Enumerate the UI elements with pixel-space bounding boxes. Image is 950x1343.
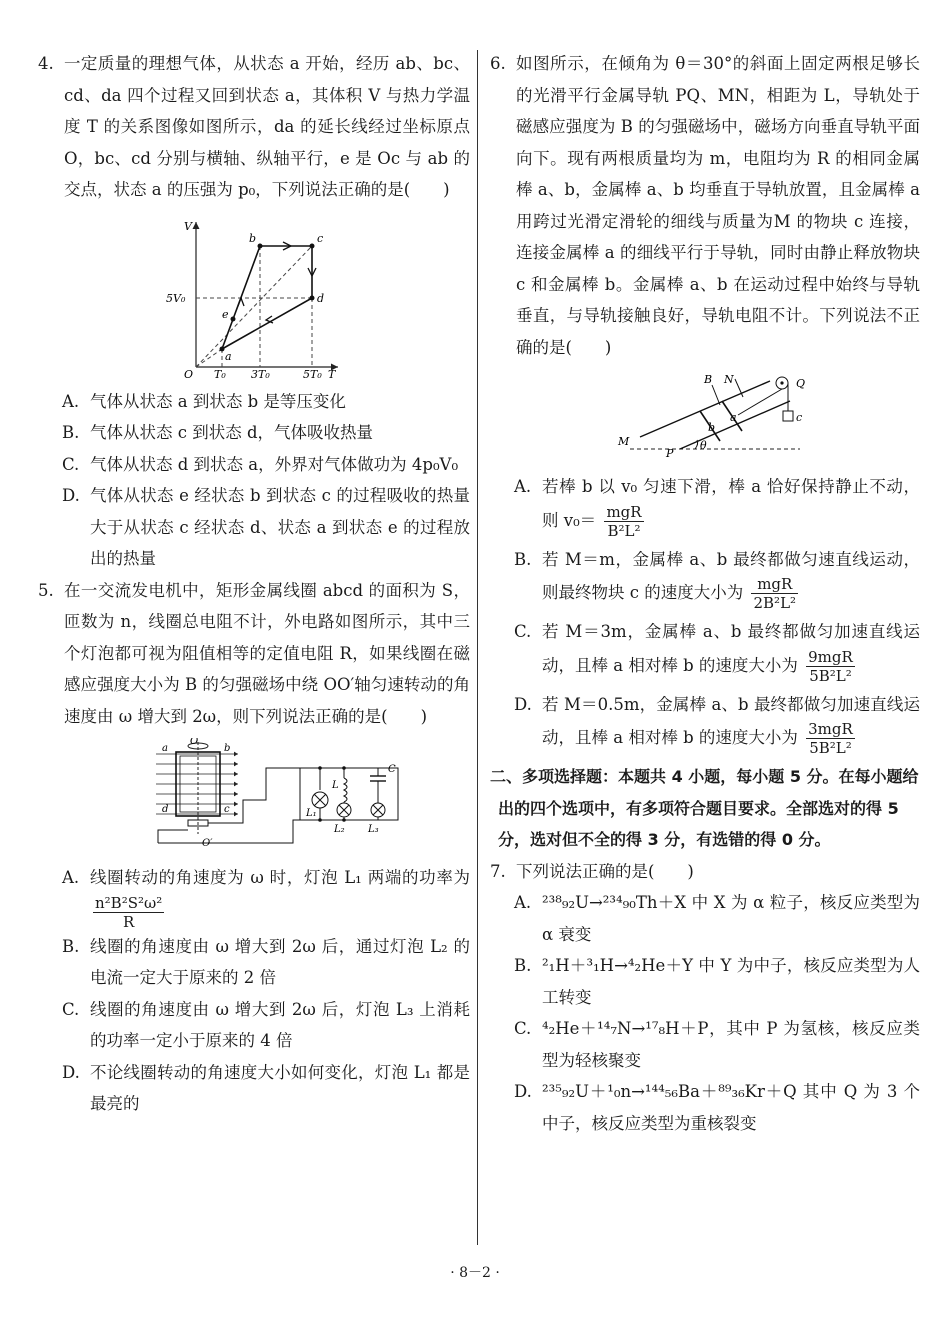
option-label: C. [514,1019,532,1038]
q6-option-d [514,689,920,758]
option-label: A. [514,477,532,496]
q7-option-c [514,1013,920,1076]
option-text-pre: 若 M＝3m，金属棒 a、b 最终都做匀加速直线运动，且棒 a 相对棒 b 的速度大小为 [542,622,920,675]
option-text: 气体从状态 d 到状态 a，外界对气体做功为 4p₀V₀ [90,454,459,474]
fraction-numerator: 9mgR [808,647,853,666]
incline-rails-diagram [490,369,920,465]
q7-option-d [514,1076,920,1139]
point-c: c [317,231,324,245]
q6-option-c [514,616,920,685]
label-l1: L₁ [306,808,317,819]
question-7 [490,856,920,888]
fraction [93,894,164,931]
option-text: ²³⁵₉₂U＋¹₀n→¹⁴⁴₅₆Ba＋⁸⁹₃₆Kr＋Q 其中 Q 为 3 个中子，核反应类型为重核裂变 [542,1082,920,1133]
q5-option-a [62,862,470,931]
option-text-pre: 若棒 b 以 v₀ 匀速下滑，棒 a 恰好保持静止不动，则 v₀＝ [542,477,920,530]
q5-figure [38,738,470,856]
option-label: A. [514,893,532,912]
fraction-denominator: 5B²L² [809,666,852,685]
label-l3: L₃ [368,824,379,835]
point-d: d [317,291,325,305]
generator-circuit [38,738,470,856]
fraction-denominator: R [122,912,135,931]
q5-option-b [62,931,470,994]
left-column [38,48,470,1120]
option-text: 不论线圈转动的角速度大小如何变化，灯泡 L₁ 都是最亮的 [90,1062,470,1113]
q6-option-b [514,544,920,613]
question-number: 7. [490,861,506,881]
option-label: D. [514,1082,532,1101]
fraction [604,503,643,540]
option-text [542,616,920,685]
label-m: M [618,435,630,448]
label-field-b: B [704,373,713,386]
option-text: 气体从状态 e 经状态 b 到状态 c 的过程吸收的热量大于从状态 c 经状态 d、状态 a 到状态 e 的过程放出的热量 [90,486,470,568]
q7-option-a [514,887,920,950]
option-text [542,689,920,758]
fraction [806,720,855,757]
t-tick-3: 3T₀ [251,367,270,380]
q4-option-b [62,417,470,449]
fraction-denominator: 5B²L² [809,739,852,757]
fraction-numerator: 3mgR [808,720,853,738]
option-text: ⁴₂He＋¹⁴₇N→¹⁷₈H＋P，其中 P 为氢核，核反应类型为轻核聚变 [542,1019,920,1070]
option-text [542,544,920,613]
option-label: B. [62,936,80,956]
point-b: b [249,231,257,245]
option-text-pre: 若 M＝m，金属棒 a、b 最终都做匀速直线运动，则最终物块 c 的速度大小为 [542,549,920,602]
label-p: P [666,447,674,460]
option-text: 线圈的角速度由 ω 增大到 2ω 后，灯泡 L₃ 上消耗的功率一定小于原来的 4 倍 [90,999,470,1050]
option-label: C. [62,454,80,474]
label-n: N [724,373,734,386]
t-tick-1: T₀ [214,367,226,380]
fraction-denominator: B²L² [607,521,641,540]
q7-option-b [514,950,920,1013]
point-a: a [225,349,232,363]
option-text-pre: 线圈转动的角速度为 ω 时，灯泡 L₁ 两端的功率为 [90,868,470,887]
option-label: C. [514,622,532,641]
q5-option-d [62,1057,470,1120]
label-l2: L₂ [334,824,345,835]
label-capacitor: C [388,764,396,775]
right-column [490,48,920,1139]
option-text-pre: 若 M＝0.5m，金属棒 a、b 最终都做匀加速直线运动，且棒 a 相对棒 b 的速度大小为 [542,694,920,747]
option-label: B. [62,423,80,442]
q6-option-a [514,471,920,540]
question-number: 6. [490,54,506,73]
fraction [806,648,855,685]
column-divider [477,50,478,1245]
vt-graph [38,212,470,380]
option-label: A. [62,868,80,887]
label-rod-b: b [708,421,716,434]
question-5 [38,575,470,733]
option-label: D. [62,1062,80,1082]
q4-option-c [62,449,470,481]
question-stem: 一定质量的理想气体，从状态 a 开始，经历 ab、bc、cd、da 四个过程又回到状态 a，其体积 V 与热力学温度 T 的关系图像如图所示，da 的延长线经过坐标原点 O，bc、cd 分别与横轴、纵轴平行，e 是 Oc 与 ab 的交点，状态 a 的压强为 p₀，下列说法正确的是( ) [64,54,470,199]
question-stem: 在一交流发电机中，矩形金属线圈 abcd 的面积为 S，匝数为 n，线圈总电阻不计，外电路如图所示，其中三个灯泡都可视为阻值相等的定值电阻 R，如果线圈在磁感应强度大小为 B 的匀强磁场中绕 OO′轴匀速转动的角速度由 ω 增大到 2ω，则下列说法正确的是( ) [64,580,470,726]
option-text: ²₁H＋³₁H→⁴₂He＋Y 中 Y 为中子，核反应类型为人工转变 [542,956,920,1007]
question-stem: 如图所示，在倾角为 θ＝30°的斜面上固定两根足够长的光滑平行金属导轨 PQ、MN，相距为 L，导轨处于磁感应强度为 B 的匀强磁场中，磁场方向垂直导轨平面向下。现有两根质量均为 m，电阻均为 R 的相同金属棒 a、b，金属棒 a、b 均垂直于导轨放置，且金属棒 a 用跨过光滑定滑轮的细线与质量为M 的物块 c 连接，连接金属棒 a 的细线平行于导轨，同时由静止释放物块 c 和金属棒 b。金属棒 a、b 在运动过程中始终与导轨垂直，与导轨接触良好，导轨电阻不计。下列说法不正确的是( ) [516,54,920,357]
q5-option-c [62,994,470,1057]
label-d: d [162,804,169,815]
q4-option-d [62,480,470,575]
fraction-numerator: mgR [606,502,642,521]
label-theta: θ [700,439,707,452]
option-label: D. [514,694,532,714]
section-heading-multiple-choice: 二、多项选择题：本题共 4 小题，每小题 5 分。在每小题给出的四个选项中，有多项符合题目要求。全部选对的得 5 分，选对但不全的得 3 分，有选错的得 0 分。 [490,767,919,849]
q6-figure [490,369,920,465]
option-label: A. [62,391,80,411]
option-text: ²³⁸₉₂U→²³⁴₉₀Th＋X 中 X 为 α 粒子，核反应类型为 α 衰变 [542,893,920,944]
question-6 [490,48,920,363]
origin-label: O [184,367,194,380]
option-label: C. [62,999,80,1019]
option-text: 气体从状态 c 到状态 d，气体吸收热量 [90,423,374,442]
fraction-numerator: n²B²S²ω² [95,893,163,912]
label-a: a [162,743,168,754]
option-label: B. [514,549,532,569]
question-4 [38,48,470,206]
question-stem: 下列说法正确的是( ) [516,861,694,881]
label-block-c: c [796,411,803,424]
label-o: O [190,738,199,747]
option-label: D. [62,486,80,505]
question-number: 5. [38,580,54,600]
option-label: B. [514,956,532,975]
fraction-numerator: mgR [751,575,798,594]
option-text: 线圈的角速度由 ω 增大到 2ω 后，通过灯泡 L₂ 的电流一定大于原来的 2 倍 [90,936,470,987]
v-tick-label: 5V₀ [166,291,186,305]
q4-option-a [62,386,470,418]
fraction [751,575,798,612]
point-e: e [222,307,229,321]
q4-figure [38,212,470,380]
label-b: b [224,743,231,754]
label-inductor: L [332,780,339,791]
axis-label-t: T [328,367,336,380]
fraction-denominator: 2B²L² [753,594,797,612]
t-tick-5: 5T₀ [303,367,322,380]
option-text: 气体从状态 a 到状态 b 是等压变化 [90,391,346,411]
label-q: Q [796,377,806,390]
label-o-prime: O′ [202,838,213,849]
axis-label-v: V [184,219,192,233]
label-c: c [224,804,230,815]
question-number: 4. [38,54,54,73]
label-rod-a: a [730,411,737,424]
option-text [90,862,470,931]
option-text [542,471,920,540]
page-number: · 8－2 · [450,1265,500,1281]
